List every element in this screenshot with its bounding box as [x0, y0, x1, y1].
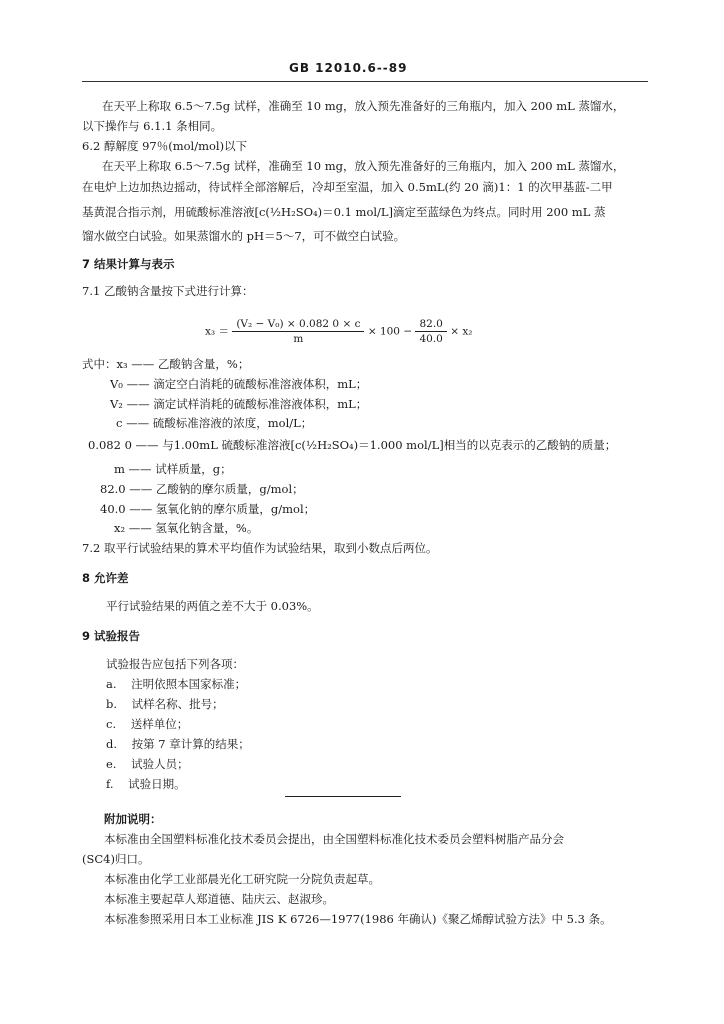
formula-mid: × 100 − — [367, 325, 413, 338]
appendix-heading: 附加说明： — [104, 812, 162, 826]
separator-rule — [285, 796, 401, 797]
formula-tail: × x₂ — [450, 325, 473, 338]
appendix-line-1: 本标准由全国塑料标准化技术委员会提出，由全国塑料标准化技术委员会塑料树脂产品分会 — [104, 832, 564, 846]
report-item-text: 注明依照本国家标准； — [131, 677, 247, 691]
report-item-f — [106, 776, 186, 792]
report-item-mark: f. — [106, 777, 114, 791]
report-item-mark: c. — [106, 717, 117, 731]
sec62-line-3: 基黄混合指示剂，用硫酸标准溶液[c(½H₂SO₄)＝0.1 mol/L]滴定至蓝绿色为终点。同时用 200 mL 蒸 — [82, 205, 606, 219]
formula-denominator: m — [293, 333, 304, 345]
report-item-d — [106, 736, 250, 752]
report-item-b — [106, 696, 224, 712]
def-x2: x₂ —— 氢氧化钠含量，%。 — [114, 521, 259, 535]
formula-frac2-den: 40.0 — [419, 333, 443, 345]
sec61-line-2: 以下操作与 6.1.1 条相同。 — [82, 119, 223, 133]
report-item-mark: a. — [106, 677, 117, 691]
formula-lhs: x₃ ＝ — [205, 325, 229, 338]
sec71-text: 7.1 乙酸钠含量按下式进行计算： — [82, 284, 254, 298]
appendix-line-2: (SC4)归口。 — [82, 852, 150, 866]
appendix-line-3: 本标准由化学工业部晨光化工研究院一分院负责起草。 — [104, 872, 380, 886]
sec62-heading: 6.2 醇解度 97％(mol/mol)以下 — [82, 139, 248, 153]
report-item-c — [106, 716, 188, 732]
report-item-text: 送样单位； — [130, 717, 189, 731]
header-rule — [82, 81, 648, 82]
formula-fraction-1 — [232, 318, 364, 345]
sec8-text: 平行试验结果的两值之差不大于 0.03%。 — [106, 599, 319, 613]
appendix-line-5: 本标准参照采用日本工业标准 JIS K 6726—1977(1986 年确认)《聚乙烯醇试验方法》中 5.3 条。 — [104, 912, 612, 926]
sec62-line-4: 馏水做空白试验。如果蒸馏水的 pH＝5～7，可不做空白试验。 — [82, 229, 406, 243]
report-item-text: 试验人员； — [131, 757, 189, 771]
sec61-line-1: 在天平上称取 6.5～7.5g 试样，准确至 10 mg，放入预先准备好的三角瓶内，加入 200 mL 蒸馏水， — [102, 99, 625, 113]
formula-numerator: (V₂ − V₀) × 0.082 0 × c — [232, 318, 364, 332]
sec7-heading: 7 结果计算与表示 — [82, 257, 175, 271]
report-item-text: 按第 7 章计算的结果； — [131, 737, 250, 751]
sec9-heading: 9 试验报告 — [82, 629, 141, 643]
def-m: m —— 试样质量，g； — [114, 462, 232, 476]
formula-fraction-2 — [415, 318, 446, 345]
sec62-line-2: 在电炉上边加热边摇动，待试样全部溶解后，冷却至室温，加入 0.5mL(约 20 滴)1：1 的次甲基蓝-二甲 — [82, 180, 613, 194]
report-item-text: 试验日期。 — [128, 777, 186, 791]
def-coefficient: 0.082 0 —— 与1.00mL 硫酸标准溶液[c(½H₂SO₄)＝1.000 mol/L]相当的以克表示的乙酸钠的质量； — [88, 438, 617, 452]
acetate-formula — [205, 318, 472, 345]
report-item-mark: d. — [106, 737, 118, 751]
sec9-intro: 试验报告应包括下列各项： — [106, 657, 244, 671]
def-v0: V₀ —— 滴定空白消耗的硫酸标准溶液体积，mL； — [110, 377, 368, 391]
def-v2: V₂ —— 滴定试样消耗的硫酸标准溶液体积，mL； — [110, 397, 368, 411]
report-item-text: 试样名称、批号； — [131, 697, 224, 711]
formula-frac2-num: 82.0 — [415, 318, 446, 332]
def-40: 40.0 —— 氢氧化钠的摩尔质量，g/mol； — [100, 502, 316, 516]
def-82: 82.0 —— 乙酸钠的摩尔质量，g/mol； — [100, 482, 304, 496]
where-line: 式中：x₃ —— 乙酸钠含量，%； — [82, 357, 250, 371]
def-c: c —— 硫酸标准溶液的浓度，mol/L； — [116, 416, 313, 430]
standard-code: GB 12010.6--89 — [289, 61, 408, 75]
report-item-a — [106, 676, 246, 692]
sec8-heading: 8 允许差 — [82, 571, 129, 585]
report-item-mark: e. — [106, 757, 117, 771]
sec62-line-1: 在天平上称取 6.5～7.5g 试样，准确至 10 mg，放入预先准备好的三角瓶内，加入 200 mL 蒸馏水， — [102, 159, 625, 173]
appendix-line-4: 本标准主要起草人郑道德、陆庆云、赵淑珍。 — [104, 892, 334, 906]
sec72-text: 7.2 取平行试验结果的算术平均值作为试验结果，取到小数点后两位。 — [82, 541, 438, 555]
report-item-e — [106, 756, 189, 772]
report-item-mark: b. — [106, 697, 118, 711]
